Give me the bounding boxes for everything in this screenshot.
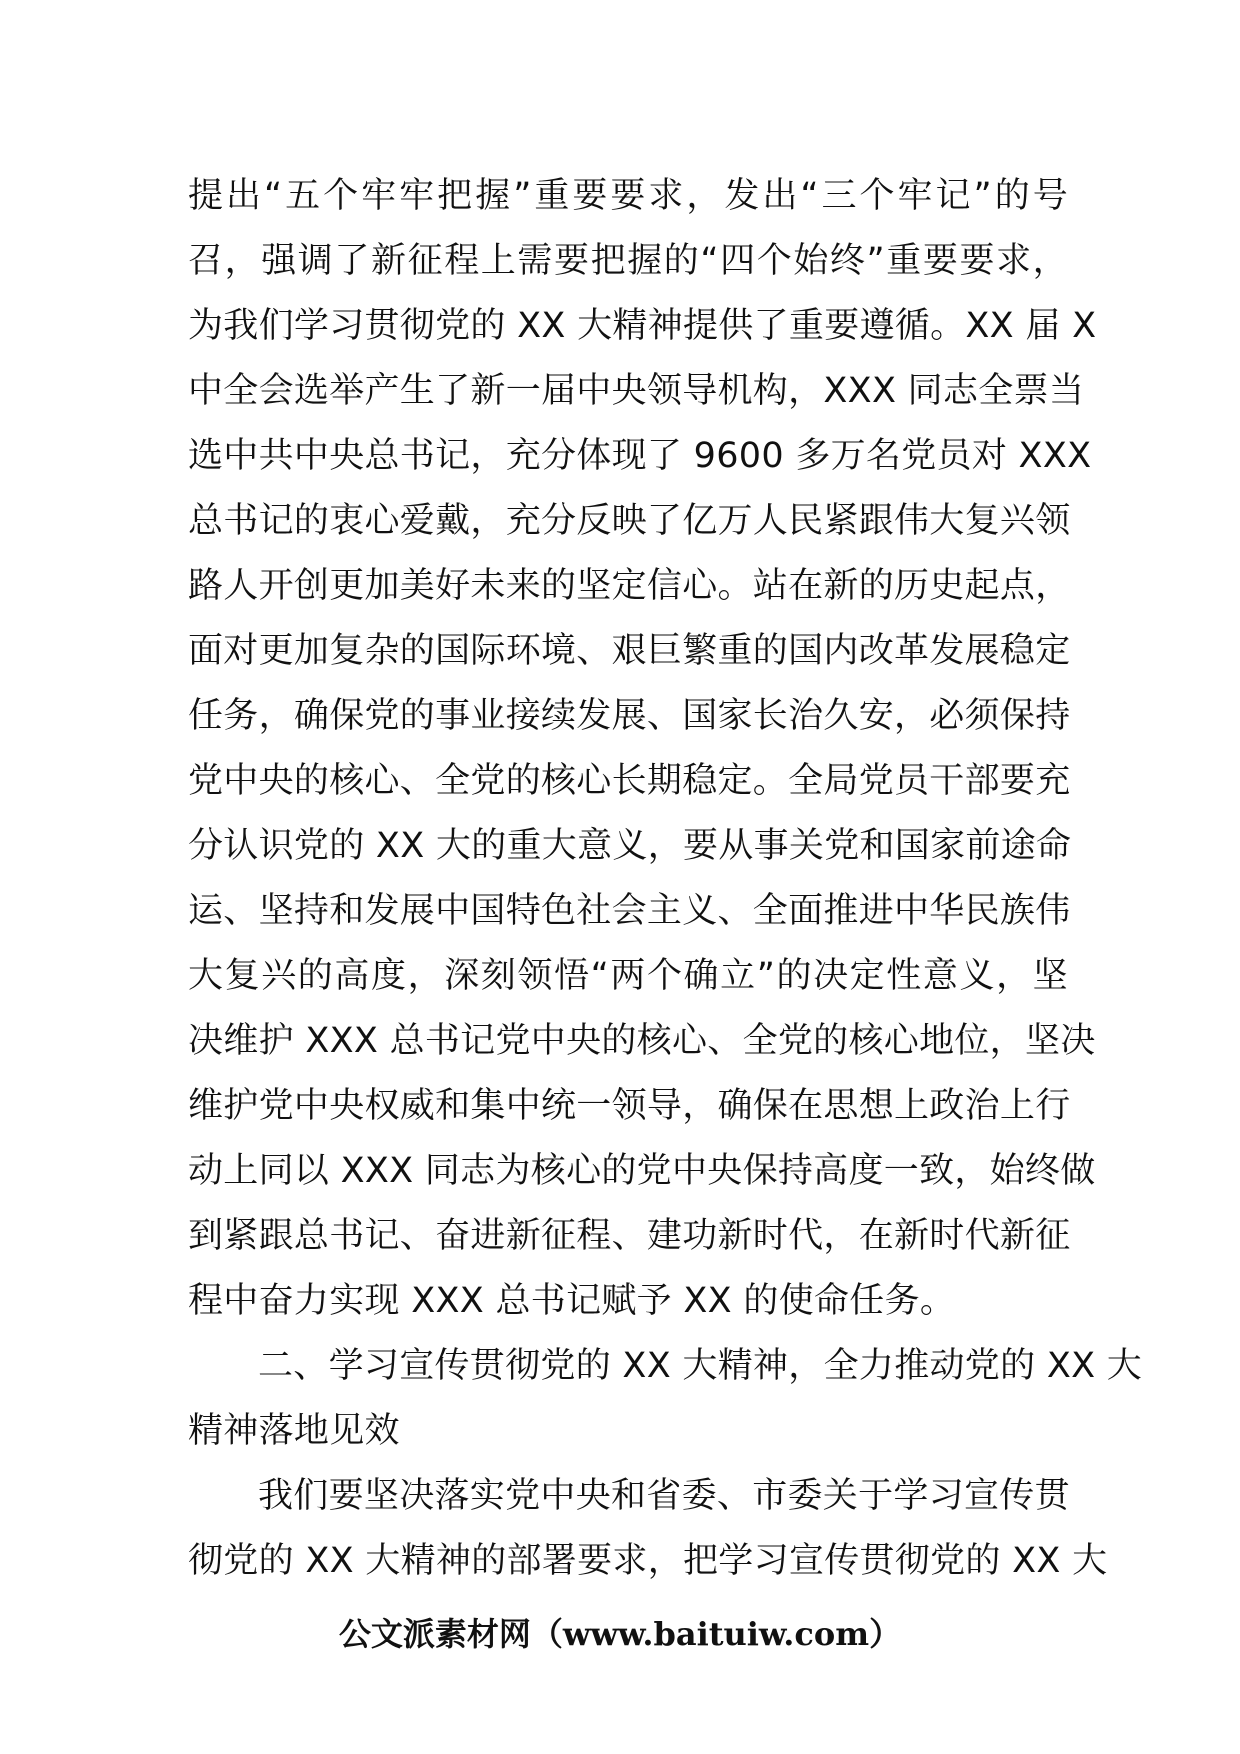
watermark-footer: 公文派素材网（www.baituiw.com） <box>338 1615 902 1653</box>
paragraph-line: 党中央的核心、全党的核心长期稳定。全局党员干部要充 <box>188 761 1071 801</box>
paragraph-line: 彻党的 XX 大精神的部署要求，把学习宣传贯彻党的 XX 大 <box>188 1541 1108 1581</box>
paragraph-line: 中全会选举产生了新一届中央领导机构，XXX 同志全票当 <box>188 371 1085 411</box>
paragraph-line: 程中奋力实现 XXX 总书记赋予 XX 的使命任务。 <box>188 1281 956 1321</box>
section-heading-line: 二、学习宣传贯彻党的 XX 大精神，全力推动党的 XX 大 <box>258 1346 1143 1386</box>
paragraph-line: 选中共中央总书记，充分体现了 9600 多万名党员对 XXX <box>188 436 1092 476</box>
paragraph-line: 我们要坚决落实党中央和省委、市委关于学习宣传贯 <box>258 1476 1070 1516</box>
paragraph-line: 动上同以 XXX 同志为核心的党中央保持高度一致，始终做 <box>188 1151 1096 1191</box>
paragraph-line: 面对更加复杂的国际环境、艰巨繁重的国内改革发展稳定 <box>188 631 1071 671</box>
paragraph-line: 分认识党的 XX 大的重大意义，要从事关党和国家前途命 <box>188 826 1072 866</box>
paragraph-line: 决维护 XXX 总书记党中央的核心、全党的核心地位，坚决 <box>188 1021 1096 1061</box>
paragraph-line: 提出“五个牢牢把握”重要要求，发出“三个牢记”的号 <box>188 176 1068 216</box>
paragraph-line: 路人开创更加美好未来的坚定信心。站在新的历史起点， <box>188 566 1071 606</box>
paragraph-line: 为我们学习贯彻党的 XX 大精神提供了重要遵循。XX 届 X <box>188 306 1097 346</box>
paragraph-line: 总书记的衷心爱戴，充分反映了亿万人民紧跟伟大复兴领 <box>188 501 1071 541</box>
paragraph-line: 到紧跟总书记、奋进新征程、建功新时代，在新时代新征 <box>188 1216 1071 1256</box>
paragraph-line: 大复兴的高度，深刻领悟“两个确立”的决定性意义，坚 <box>188 956 1068 996</box>
paragraph-line: 召，强调了新征程上需要把握的“四个始终”重要要求， <box>188 241 1068 281</box>
section-heading-line: 精神落地见效 <box>188 1411 400 1451</box>
paragraph-line: 维护党中央权威和集中统一领导，确保在思想上政治上行 <box>188 1086 1071 1126</box>
paragraph-line: 任务，确保党的事业接续发展、国家长治久安，必须保持 <box>188 696 1071 736</box>
document-body <box>188 164 1143 1594</box>
paragraph-line: 运、坚持和发展中国特色社会主义、全面推进中华民族伟 <box>188 891 1071 931</box>
